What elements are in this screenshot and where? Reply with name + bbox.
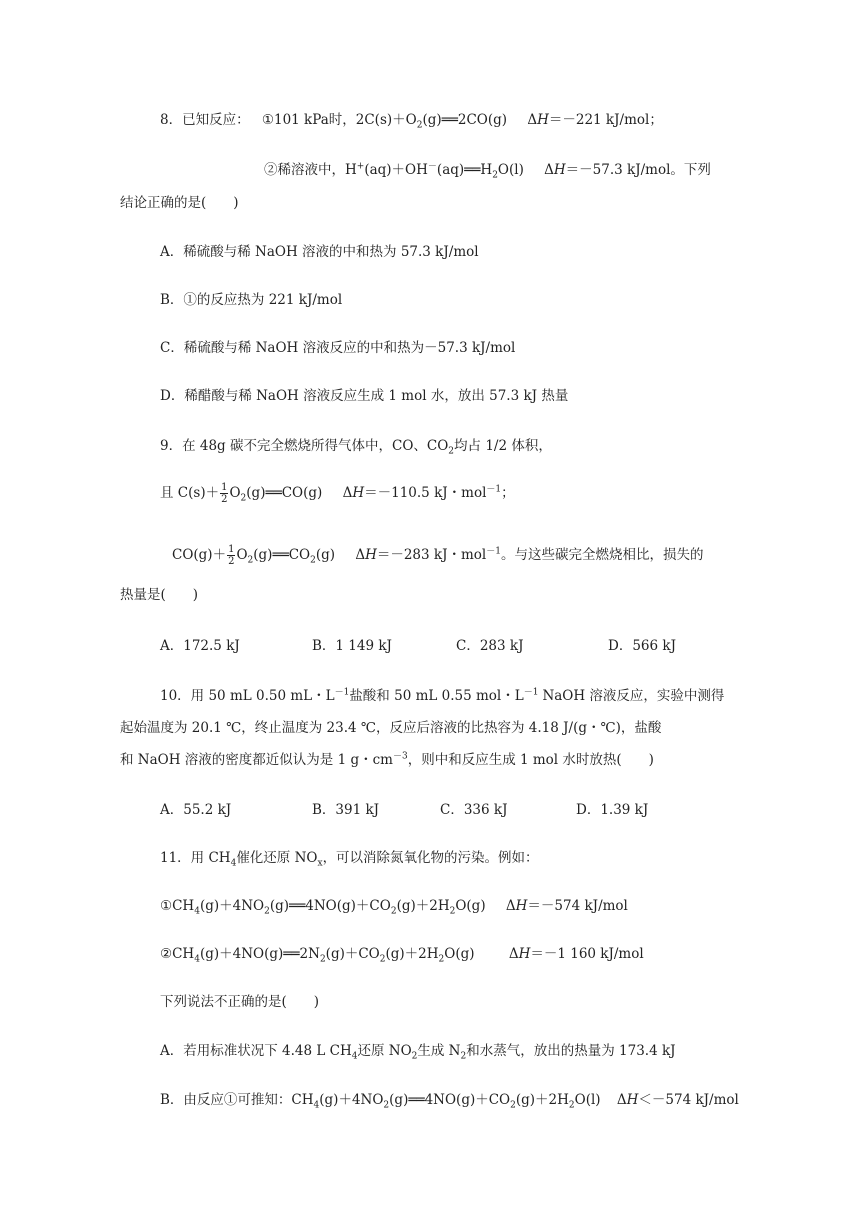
q11-option-a: A．若用标准状况下 4.48 L $CH_4$还原 $NO_2$生成 $N_2$和水蒸气，放出的热量为 173.4 kJ (160, 1043, 676, 1062)
fraction-half: $\frac{1}{2}$ (221, 482, 228, 505)
q10-option-d: D．1.39 kJ (576, 802, 649, 818)
q8-line-3: 结论正确的是( ) (120, 195, 239, 211)
q10-option-b: B．391 kJ (312, 802, 380, 818)
q8-option-c: C．稀硫酸与稀 NaOH 溶液反应的中和热为－57.3 kJ/mol (160, 340, 516, 356)
q10-line-2: 起始温度为 20.1 ℃，终止温度为 23.4 ℃，反应后溶液的比热容为 4.18 J/(g・℃)，盐酸 (120, 720, 662, 736)
q10-option-c: C．336 kJ (440, 802, 508, 818)
q11-equation-2: $②CH_4(g)+4NO(g)══2N_2(g)+CO_2(g)+2H_2O(g)$ ΔH＝－1 160 kJ/mol (160, 946, 644, 965)
q9-option-c: C．283 kJ (456, 638, 524, 654)
q9-equation-2: CO(g)＋ $\frac{1}{2}$ $O_2(g)══CO_2(g)$ ΔH＝－283 kJ・mol$^{-1}$。与这些碳完全燃烧相比，损失的 (172, 544, 704, 567)
q11-option-b: B．由反应①可推知：$CH_4(g)+4NO_2(g)══4NO(g)+CO_2(g)+2H_2O(l)$ ΔH＜－574 kJ/mol (160, 1092, 739, 1111)
q10-option-a: A．55.2 kJ (160, 802, 232, 818)
q10-line-3: 和 NaOH 溶液的密度都近似认为是 1 g・$cm^{-3}$，则中和反应生成 1 mol 水时放热( ) (120, 751, 654, 768)
q8-option-b: B．①的反应热为 221 kJ/mol (160, 292, 343, 308)
q9-stem-cont: 热量是( ) (120, 587, 199, 603)
q9-option-b: B．1 149 kJ (312, 638, 392, 654)
q9-option-a: A．172.5 kJ (160, 638, 240, 654)
q11-equation-1: $①CH_4(g)+4NO_2(g)══4NO(g)+CO_2(g)+2H_2O(g)$ ΔH＝－574 kJ/mol (160, 898, 628, 917)
q9-stem: 9．在 48g 碳不完全燃烧所得气体中，CO、$CO_2$均占 1/2 体积， (160, 438, 552, 457)
q8-line-1: 8．已知反应： ①101 kPa时，$2C(s)+O_2(g)══2CO(g)$ ΔH＝－221 kJ/mol； (160, 112, 663, 131)
q8-option-a: A．稀硫酸与稀 NaOH 溶液的中和热为 57.3 kJ/mol (160, 244, 479, 260)
q11-question: 下列说法不正确的是( ) (160, 994, 320, 1010)
fraction-half: $\frac{1}{2}$ (228, 544, 235, 567)
q8-option-d: D．稀醋酸与稀 NaOH 溶液反应生成 1 mol 水，放出 57.3 kJ 热量 (160, 388, 569, 404)
q11-stem: 11．用 $CH_4$催化还原 $NO_x$，可以消除氮氧化物的污染。例如： (160, 850, 539, 869)
q9-option-d: D．566 kJ (608, 638, 676, 654)
q8-line-2: ②稀溶液中，$H^+(aq)+OH^-(aq)══H_2O(l)$ ΔH＝－57.3 kJ/mol。下列 (264, 161, 711, 181)
q9-equation-1: 且 C(s)＋ $\frac{1}{2}$ $O_2(g)══CO(g)$ ΔH＝－110.5 kJ・mol$^{-1}$； (160, 482, 515, 505)
q10-line-1: 10．用 50 mL 0.50 mL・$L^{-1}$盐酸和 50 mL 0.55 mol・$L^{-1}$ NaOH 溶液反应，实验中测得 (160, 687, 725, 704)
